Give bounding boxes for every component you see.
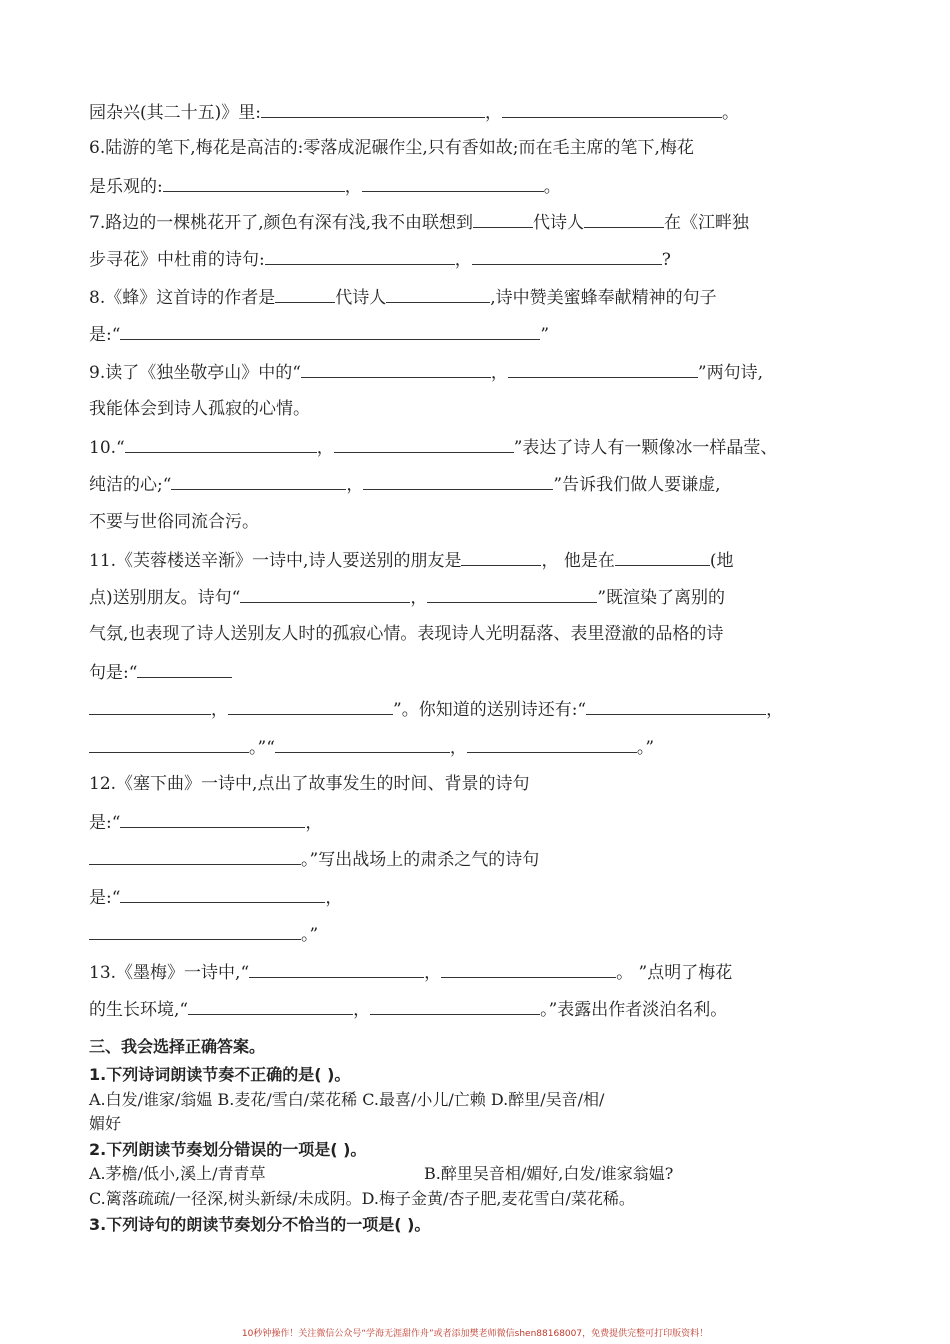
choice-q2-option-b: B.醉里吴音相/媚好,白发/谁家翁媪? (424, 1164, 674, 1183)
blank[interactable] (261, 100, 485, 118)
blank[interactable] (137, 660, 232, 678)
blank[interactable] (508, 360, 698, 378)
q6-line2: 是乐观的: ， 。 (89, 174, 561, 199)
blank[interactable] (275, 735, 450, 753)
blank[interactable] (386, 285, 490, 303)
blank[interactable] (89, 922, 301, 940)
q10-line3: 不要与世俗同流合污。 (89, 512, 259, 532)
q7-line1: 7.路边的一棵桃花开了,颜色有深有浅,我不由联想到 代诗人 在《江畔独 (89, 210, 749, 235)
q11-line1: 11.《芙蓉楼送辛渐》一诗中,诗人要送别的朋友是 ， 他是在 (地 (89, 548, 734, 573)
blank[interactable] (120, 322, 540, 340)
q9-line2: 我能体会到诗人孤寂的心情。 (89, 399, 310, 419)
blank[interactable] (228, 697, 393, 715)
q13-line1: 13.《墨梅》一诗中,“ ， 。 ”点明了梅花 (89, 960, 732, 985)
q11-line6: 。”“ ， 。” (89, 735, 654, 760)
choice-q3: 3.下列诗句的朗读节奏划分不恰当的一项是( )。 (89, 1215, 431, 1234)
q12-line2: 是:“ ， (89, 810, 322, 835)
blank[interactable] (301, 360, 491, 378)
line-1: 园杂兴(其二十五)》里: ， 。 (89, 100, 739, 125)
blank[interactable] (473, 210, 533, 228)
blank[interactable] (502, 100, 722, 118)
blank[interactable] (89, 735, 249, 753)
q10-line1: 10.“ ， ”表达了诗人有一颗像冰一样晶莹、 (89, 435, 777, 460)
blank[interactable] (370, 997, 540, 1015)
q6-line1: 6.陆游的笔下,梅花是高洁的:零落成泥碾作尘,只有香如故;而在毛主席的笔下,梅花 (89, 138, 694, 158)
choice-q2-option-a: A.茅檐/低小,溪上/青青草 (89, 1164, 266, 1183)
blank[interactable] (163, 174, 345, 192)
q13-line2: 的生长环境,“ ， 。”表露出作者淡泊名利。 (89, 997, 727, 1022)
blank[interactable] (584, 210, 664, 228)
q12-line5: 。” (89, 922, 318, 947)
blank[interactable] (120, 810, 305, 828)
blank[interactable] (171, 472, 346, 490)
choice-q1-options: A.白发/谁家/翁媪 B.麦花/雪白/菜花稀 C.最喜/小儿/亡赖 D.醉里/吴音/相/ (89, 1090, 605, 1109)
choice-q1-options-cont: 媚好 (89, 1114, 122, 1133)
blank[interactable] (334, 435, 514, 453)
q10-line2: 纯洁的心;“ ， ”告诉我们做人要谦虚, (89, 472, 721, 497)
blank[interactable] (249, 960, 424, 978)
blank[interactable] (427, 585, 597, 603)
q12-line4: 是:“ ， (89, 885, 342, 910)
choice-q1: 1.下列诗词朗读节奏不正确的是( )。 (89, 1065, 351, 1084)
footer-note: 10秒钟操作！关注微信公众号“学海无涯甜作舟”或者添加樊老师微信shen88168007，免费提供完整可打印版资料！ (241, 1329, 709, 1339)
q8-line1: 8.《蜂》这首诗的作者是 代诗人 ,诗中赞美蜜蜂奉献精神的句子 (89, 285, 717, 310)
blank[interactable] (362, 174, 544, 192)
q12-line3: 。”写出战场上的肃杀之气的诗句 (89, 847, 539, 872)
blank[interactable] (363, 472, 553, 490)
q7-line2: 步寻花》中杜甫的诗句: ， ? (89, 247, 671, 272)
q11-line4: 句是:“ (89, 660, 232, 685)
blank[interactable] (188, 997, 353, 1015)
q11-line3: 气氛,也表现了诗人送别友人时的孤寂心情。表现诗人光明磊落、表里澄澈的品格的诗 (89, 624, 724, 644)
blank[interactable] (125, 435, 317, 453)
blank[interactable] (461, 548, 541, 566)
blank[interactable] (275, 285, 335, 303)
blank[interactable] (615, 548, 710, 566)
blank[interactable] (265, 247, 455, 265)
section-3-title: 三、我会选择正确答案。 (89, 1037, 266, 1056)
blank[interactable] (472, 247, 662, 265)
q11-line5: ， ”。你知道的送别诗还有:“ ， (89, 697, 783, 722)
blank[interactable] (467, 735, 637, 753)
q12-line1: 12.《塞下曲》一诗中,点出了故事发生的时间、背景的诗句 (89, 774, 530, 794)
q11-line2: 点)送别朋友。诗句“ ， ”既渲染了离别的 (89, 585, 725, 610)
blank[interactable] (89, 697, 211, 715)
blank[interactable] (89, 847, 301, 865)
blank[interactable] (120, 885, 325, 903)
blank[interactable] (586, 697, 766, 715)
q8-line2: 是:“ ” (89, 322, 549, 347)
choice-q2-options-cd: C.篱落疏疏/一径深,树头新绿/未成阴。D.梅子金黄/杏子肥,麦花雪白/菜花稀。 (89, 1189, 635, 1208)
choice-q2: 2.下列朗读节奏划分错误的一项是( )。 (89, 1140, 367, 1159)
blank[interactable] (441, 960, 616, 978)
blank[interactable] (240, 585, 410, 603)
q9-line1: 9.读了《独坐敬亭山》中的“ ， ”两句诗, (89, 360, 763, 385)
